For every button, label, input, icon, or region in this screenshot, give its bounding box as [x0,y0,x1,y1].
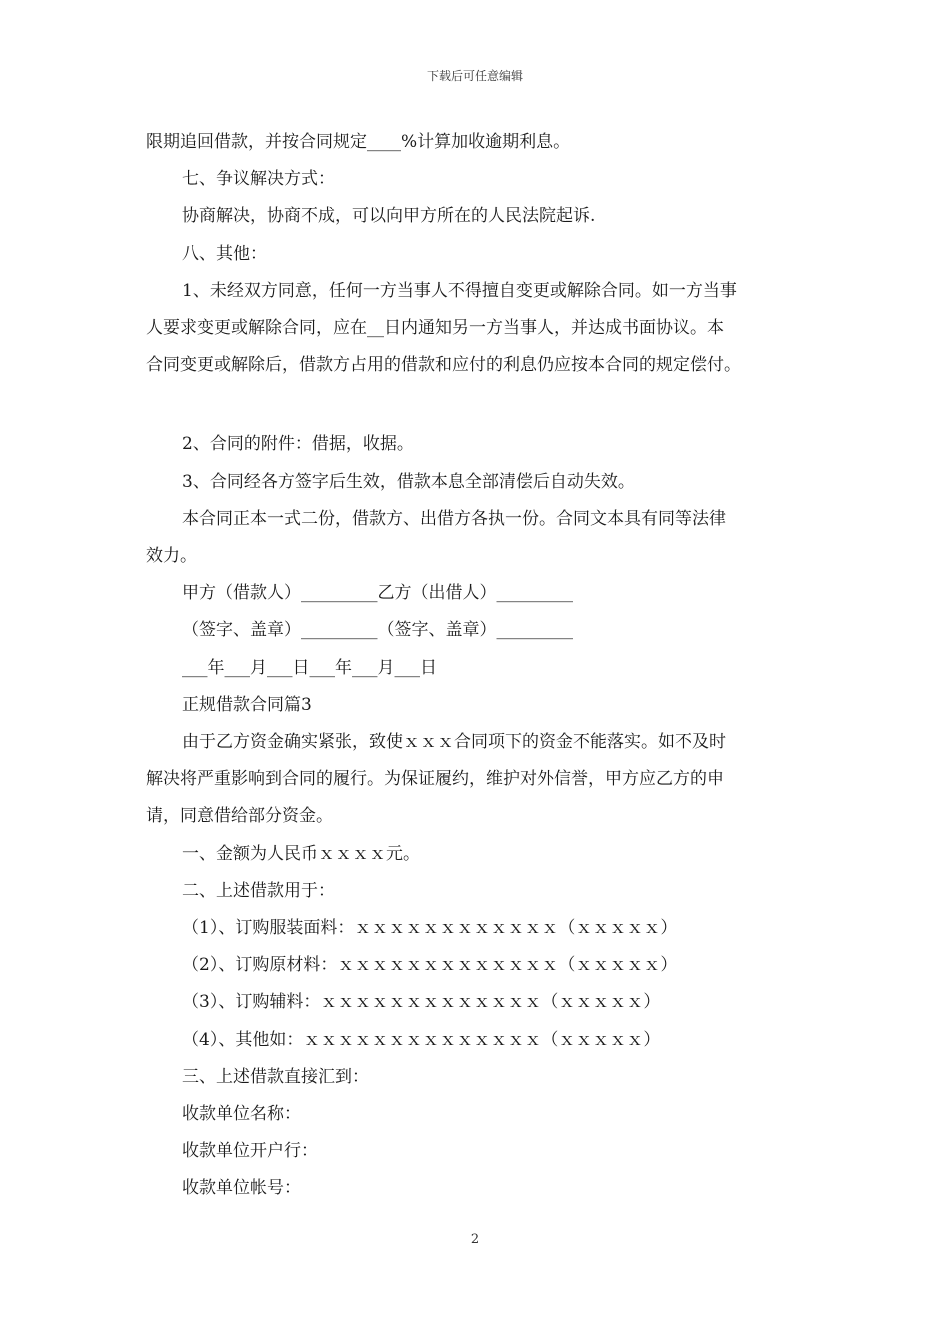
paragraph: 合同变更或解除后，借款方占用的借款和应付的利息仍应按本合同的规定偿付。 [146,355,741,376]
paragraph: 正规借款合同篇3 [182,694,312,715]
page-number: 2 [470,1232,480,1247]
paragraph: 收款单位开户行： [182,1141,318,1162]
document-body [146,124,826,1208]
paragraph: 一、金额为人民币ｘｘｘｘ元。 [182,843,420,864]
paragraph: 效力。 [146,546,197,567]
paragraph: 本合同正本一式二份，借款方、出借方各执一份。合同文本具有同等法律 [182,508,726,529]
paragraph: 七、争议解决方式： [182,169,335,190]
paragraph: 限期追回借款，并按合同规定____%计算加收逾期利息。 [146,132,571,152]
paragraph: （1）、订购服装面料：ｘｘｘｘｘｘｘｘｘｘｘｘ（ｘｘｘｘｘ） [182,918,678,939]
paragraph: 3、合同经各方签字后生效，借款本息全部清偿后自动失效。 [182,471,635,492]
paragraph: 二、上述借款用于： [182,880,335,901]
paragraph: 收款单位名称： [182,1104,301,1125]
paragraph: 人要求变更或解除合同，应在__日内通知另一方当事人，并达成书面协议。本 [146,318,724,339]
contract-clauses-section [146,124,826,384]
paragraph: 八、其他： [182,243,267,264]
paragraph: 2、合同的附件：借据，收据。 [182,434,414,455]
paragraph: 请，同意借给部分资金。 [146,806,333,827]
paragraph: 由于乙方资金确实紧张，致使ｘｘｘ合同项下的资金不能落实。如不及时 [182,732,726,753]
paragraph: （2）、订购原材料：ｘｘｘｘｘｘｘｘｘｘｘｘｘ（ｘｘｘｘｘ） [182,955,678,976]
paragraph: 三、上述借款直接汇到： [182,1066,369,1087]
paragraph: 解决将严重影响到合同的履行。为保证履约，维护对外信誉，甲方应乙方的申 [146,769,724,790]
page-header: 下载后可任意编辑 [426,69,523,83]
paragraph: 收款单位帐号： [182,1178,301,1199]
paragraph: （3）、订购辅料：ｘｘｘｘｘｘｘｘｘｘｘｘｘ（ｘｘｘｘｘ） [182,992,661,1013]
contract-appendix-section [146,426,826,1207]
paragraph: 1、未经双方同意，任何一方当事人不得擅自变更或解除合同。如一方当事 [182,280,737,301]
paragraph: 甲方（借款人）_________乙方（出借人）_________ [182,583,573,604]
paragraph-spacer [146,384,826,426]
paragraph: （4）、其他如：ｘｘｘｘｘｘｘｘｘｘｘｘｘｘ（ｘｘｘｘｘ） [182,1029,661,1050]
paragraph: 协商解决，协商不成，可以向甲方所在的人民法院起诉. [182,206,596,227]
paragraph: ___年___月___日___年___月___日 [182,657,437,678]
paragraph: （签字、盖章）_________（签字、盖章）_________ [182,620,573,641]
